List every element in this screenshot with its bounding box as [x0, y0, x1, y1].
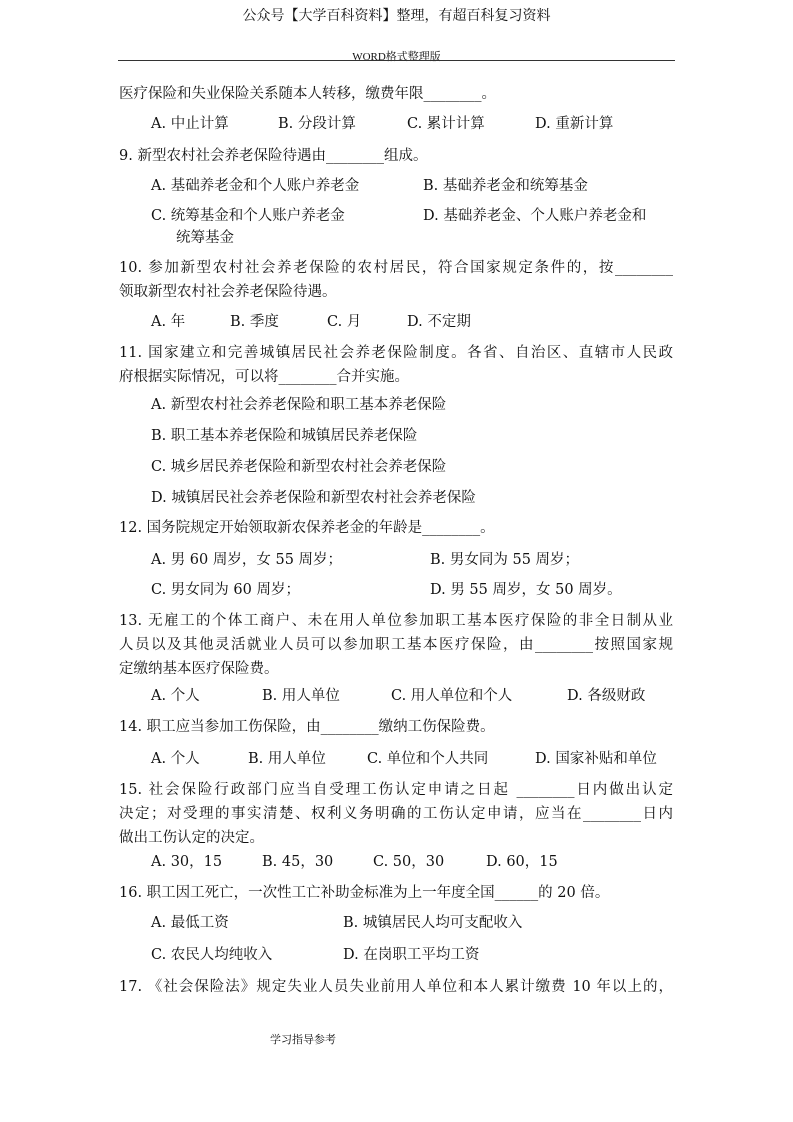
- option-a: A. 男 60 周岁，女 55 周岁；: [151, 552, 343, 568]
- option-a: A. 基础养老金和个人账户养老金: [151, 178, 360, 194]
- option-b: B. 职工基本养老保险和城镇居民养老保险: [151, 428, 418, 444]
- question-17-stem: 17. 《社会保险法》规定失业人员失业前用人单位和本人累计缴费 10 年以上的，: [119, 979, 673, 995]
- option-d: D. 不定期: [407, 314, 471, 330]
- option-d: D. 重新计算: [535, 116, 614, 132]
- question-8-continuation: 医疗保险和失业保险关系随本人转移，缴费年限________。: [119, 86, 496, 102]
- question-10-stem: 10. 参加新型农村社会养老保险的农村居民，符合国家规定条件的，按________: [119, 260, 673, 276]
- option-b: B. 季度: [230, 314, 279, 330]
- option-d: D. 城镇居民社会养老保险和新型农村社会养老保险: [151, 490, 476, 506]
- option-c: C. 统筹基金和个人账户养老金: [151, 208, 345, 224]
- question-10-stem-cont: 领取新型农村社会养老保险待遇。: [119, 284, 337, 300]
- option-a: A. 30，15: [151, 854, 223, 870]
- question-16-stem: 16. 职工因工死亡，一次性工亡补助金标准为上一年度全国______的 20 倍。: [119, 885, 610, 901]
- option-d: D. 男 55 周岁，女 50 周岁。: [430, 582, 622, 598]
- doc-header-label: WORD格式整理版: [352, 51, 441, 63]
- option-a: A. 个人: [151, 688, 200, 704]
- option-a: A. 个人: [151, 751, 200, 767]
- option-c: C. 男女同为 60 周岁；: [151, 582, 300, 598]
- question-13-stem-cont: 人员以及其他灵活就业人员可以参加职工基本医疗保险，由________按照国家规: [119, 637, 673, 653]
- option-c: C. 50，30: [373, 854, 445, 870]
- option-c: C. 累计计算: [407, 116, 485, 132]
- option-c: C. 用人单位和个人: [391, 688, 513, 704]
- option-c: C. 城乡居民养老保险和新型农村社会养老保险: [151, 459, 447, 475]
- option-c: C. 农民人均纯收入: [151, 947, 273, 963]
- question-13-stem: 13. 无雇工的个体工商户、未在用人单位参加职工基本医疗保险的非全日制从业: [119, 613, 673, 629]
- option-b: B. 45，30: [262, 854, 334, 870]
- question-11-stem-cont: 府根据实际情况，可以将________合并实施。: [119, 369, 409, 385]
- option-c: C. 单位和个人共同: [367, 751, 489, 767]
- question-13-stem-cont: 定缴纳基本医疗保险费。: [119, 661, 279, 677]
- question-11-stem: 11. 国家建立和完善城镇居民社会养老保险制度。各省、自治区、直辖市人民政: [119, 345, 673, 361]
- header-divider: [118, 60, 675, 61]
- option-b: B. 城镇居民人均可支配收入: [343, 915, 523, 931]
- option-d: D. 在岗职工平均工资: [343, 947, 480, 963]
- option-b: B. 分段计算: [278, 116, 356, 132]
- option-d: D. 国家补贴和单位: [535, 751, 657, 767]
- option-a: A. 最低工资: [151, 915, 229, 931]
- option-c: C. 月: [327, 314, 362, 330]
- option-a: A. 中止计算: [151, 116, 229, 132]
- option-d: D. 基础养老金、个人账户养老金和: [423, 208, 647, 224]
- question-14-stem: 14. 职工应当参加工伤保险，由________缴纳工伤保险费。: [119, 719, 495, 735]
- page-footer: 学习指导参考: [270, 1033, 336, 1046]
- question-12-stem: 12. 国务院规定开始领取新农保养老金的年龄是________。: [119, 520, 495, 536]
- option-a: A. 新型农村社会养老保险和职工基本养老保险: [151, 397, 447, 413]
- question-9-stem: 9. 新型农村社会养老保险待遇由________组成。: [119, 148, 428, 164]
- option-b: B. 男女同为 55 周岁；: [430, 552, 580, 568]
- question-15-stem-cont: 决定；对受理的事实清楚、权利义务明确的工伤认定申请，应当在________日内: [119, 806, 673, 822]
- option-b: B. 基础养老金和统筹基金: [423, 178, 588, 194]
- option-b: B. 用人单位: [262, 688, 340, 704]
- option-d-continuation: 统筹基金: [176, 230, 234, 246]
- option-a: A. 年: [151, 314, 186, 330]
- option-b: B. 用人单位: [248, 751, 326, 767]
- question-15-stem: 15. 社会保险行政部门应当自受理工伤认定申请之日起 ________日内做出认定: [119, 782, 673, 798]
- option-d: D. 60，15: [486, 854, 558, 870]
- option-d: D. 各级财政: [567, 688, 646, 704]
- banner-text: 公众号【大学百科资料】整理，有超百科复习资料: [242, 8, 551, 24]
- question-15-stem-cont: 做出工伤认定的决定。: [119, 830, 264, 846]
